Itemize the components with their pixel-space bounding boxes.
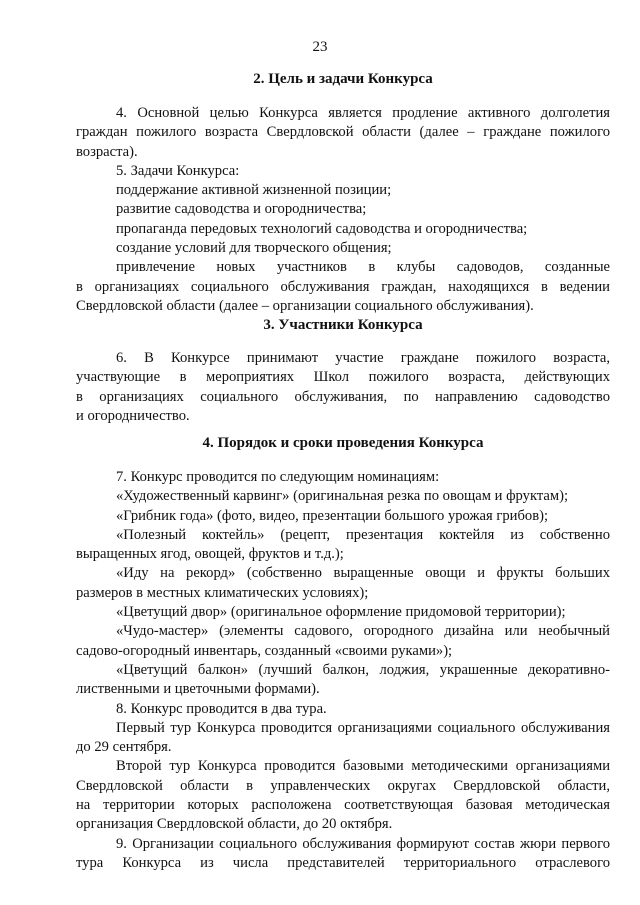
paragraph-line: размеров в местных климатических условиях);: [76, 584, 369, 601]
paragraph-line: выращенных ягод, овощей, фруктов и т.д.);: [76, 546, 344, 563]
paragraph-line: привлечение новых участников в клубы садоводов, созданные: [116, 259, 610, 276]
paragraph-line: Свердловской области (далее – организации социального обслуживания).: [76, 297, 534, 314]
paragraph-line: поддержание активной жизненной позиции;: [116, 182, 392, 199]
section-2-body: [76, 104, 610, 316]
paragraph-line: на территории которых расположена соответствующая базовая методическая: [76, 797, 610, 814]
paragraph-line: развитие садоводства и огородничества;: [116, 201, 367, 218]
section-3-body: [76, 349, 610, 426]
paragraph-line: Второй тур Конкурса проводится базовыми методическими организациями: [116, 758, 610, 775]
section-3-heading: 3. Участники Конкурса: [263, 317, 423, 333]
paragraph-line: «Грибник года» (фото, видео, презентации большого урожая грибов);: [116, 507, 549, 524]
paragraph-line: «Чудо-мастер» (элементы садового, огородного дизайна или необычный: [116, 623, 610, 640]
paragraph-line: возраста).: [76, 143, 138, 160]
paragraph-line: 7. Конкурс проводится по следующим номинациям:: [116, 469, 440, 485]
paragraph-line: «Цветущий балкон» (лучший балкон, лоджия, украшенные декоративно-: [116, 661, 610, 678]
paragraph-line: 8. Конкурс проводится в два тура.: [116, 700, 327, 717]
paragraph-line: «Художественный карвинг» (оригинальная резка по овощам и фруктам);: [116, 488, 569, 505]
section-4-heading: 4. Порядок и сроки проведения Конкурса: [202, 435, 484, 451]
paragraph-line: «Полезный коктейль» (рецепт, презентация коктейля из собственно: [116, 526, 610, 543]
paragraph-line: 5. Задачи Конкурса:: [116, 162, 240, 179]
paragraph-line: лиственными и цветочными формами).: [76, 681, 320, 698]
paragraph-line: и огородничество.: [76, 407, 190, 424]
page-number: 23: [312, 39, 328, 55]
paragraph-line: организация Свердловской области, до 20 октября.: [76, 816, 393, 833]
paragraph-line: пропаганда передовых технологий садоводства и огородничества;: [116, 220, 528, 237]
section-2-heading: 2. Цель и задачи Конкурса: [253, 71, 433, 87]
section-4-body: [76, 468, 610, 873]
paragraph-line: до 29 сентября.: [76, 739, 172, 756]
paragraph-line: садово-огородный инвентарь, созданный «своими руками»);: [76, 642, 453, 659]
paragraph-line: «Цветущий двор» (оригинальное оформление придомовой территории);: [116, 604, 566, 621]
paragraph-line: 4. Основной целью Конкурса является продление активного долголетия: [116, 105, 610, 121]
paragraph-line: тура Конкурса из числа представителей территориального отраслевого: [76, 854, 610, 871]
paragraph-line: 6. В Конкурсе принимают участие граждане пожилого возраста,: [116, 350, 610, 366]
paragraph-line: в организациях социального обслуживания граждан, находящихся в ведении: [76, 278, 610, 295]
paragraph-line: граждан пожилого возраста Свердловской области (далее – граждане пожилого: [76, 124, 610, 141]
paragraph-line: Свердловской области в управленческих округах Свердловской области,: [76, 777, 610, 794]
paragraph-line: участвующие в мероприятиях Школ пожилого возраста, действующих: [76, 369, 610, 386]
paragraph-line: в организациях социального обслуживания, по направлению садоводство: [76, 388, 610, 405]
paragraph-line: «Иду на рекорд» (собственно выращенные овощи и фрукты больших: [116, 565, 610, 582]
paragraph-line: 9. Организации социального обслуживания формируют состав жюри первого: [116, 835, 610, 852]
paragraph-line: Первый тур Конкурса проводится организациями социального обслуживания: [116, 719, 610, 736]
paragraph-line: создание условий для творческого общения;: [116, 240, 392, 257]
